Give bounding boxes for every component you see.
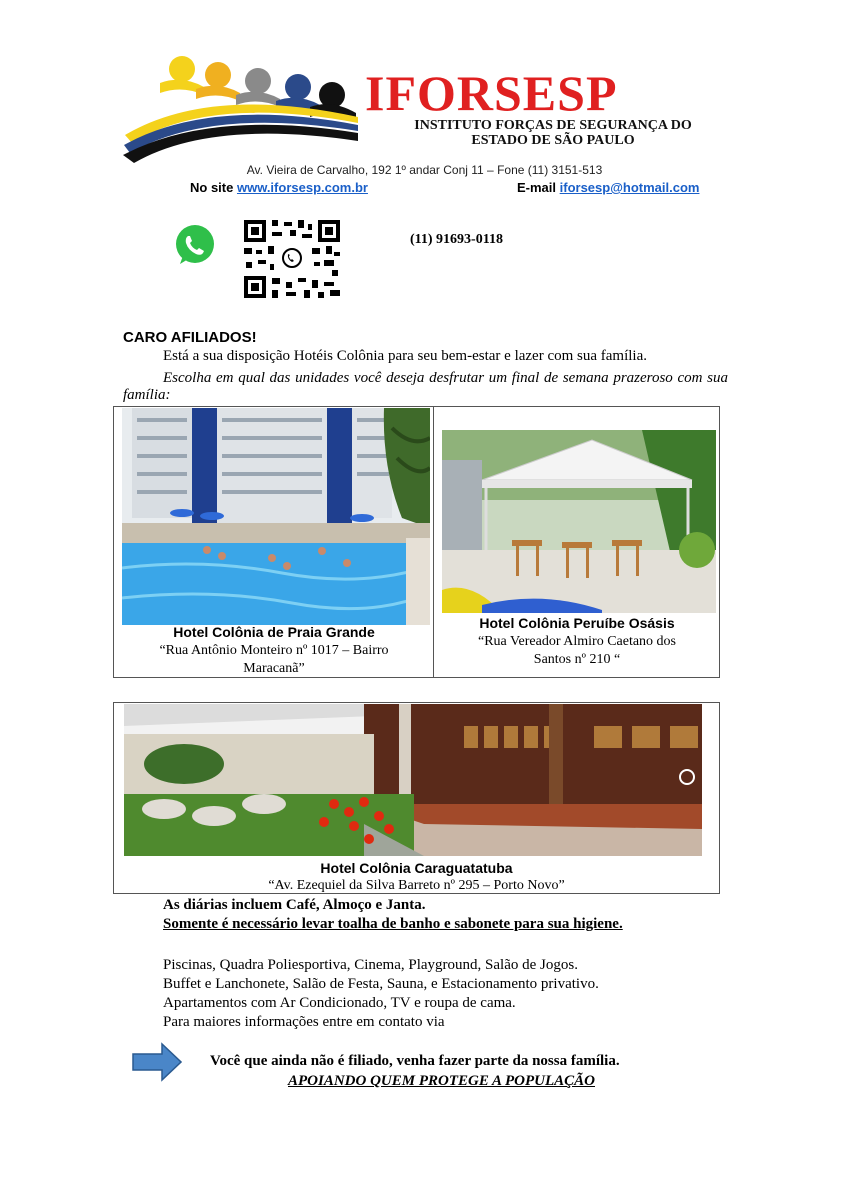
brand-subtitle-line2: ESTADO DE SÃO PAULO <box>471 133 635 148</box>
qr-code-icon <box>242 218 342 300</box>
hotel-praia-grande-name: Hotel Colônia de Praia Grande <box>173 624 375 640</box>
whatsapp-phone: (11) 91693-0118 <box>410 232 503 247</box>
amenity-line: Piscinas, Quadra Poliesportiva, Cinema, Playground, Salão de Jogos. <box>163 957 578 973</box>
greeting-heading: CARO AFILIADOS! <box>123 329 257 346</box>
includes-meals: As diárias incluem Café, Almoço e Janta. <box>163 897 426 913</box>
hotel-caraguatatuba-address: “Av. Ezequiel da Silva Barreto nº 295 – Porto Novo” <box>268 878 565 893</box>
hotel-praia-grande-photo <box>122 408 430 625</box>
motto: APOIANDO QUEM PROTEGE A POPULAÇÃO <box>288 1073 595 1089</box>
amenity-line: Apartamentos com Ar Condicionado, TV e roupa de cama. <box>163 995 516 1011</box>
hotel-table-divider <box>433 406 434 678</box>
brand-subtitle <box>368 118 738 148</box>
hotel-peruibe-photo <box>442 430 716 613</box>
hotel-peruibe-name: Hotel Colônia Peruíbe Osásis <box>479 615 675 631</box>
site-link[interactable]: www.iforsesp.com.br <box>236 180 368 195</box>
hotel-praia-grande-address <box>118 642 430 678</box>
intro-line1: Está a sua disposição Hotéis Colônia para seu bem-estar e lazer com sua família. <box>163 348 647 364</box>
hotel-peruibe-address-line1: “Rua Vereador Almiro Caetano dos <box>477 634 677 649</box>
header-address: Av. Vieira de Carvalho, 192 1º andar Conj 11 – Fone (11) 3151-513 <box>246 163 603 177</box>
amenity-line: Buffet e Lanchonete, Salão de Festa, Sauna, e Estacionamento privativo. <box>163 976 599 992</box>
site-line <box>190 180 368 195</box>
brand-subtitle-line1: INSTITUTO FORÇAS DE SEGURANÇA DO <box>414 118 692 133</box>
email-label: E-mail <box>517 180 557 195</box>
whatsapp-icon <box>172 222 218 268</box>
hotel-praia-grande-address-line2: Maracanã” <box>243 661 305 676</box>
email-link[interactable]: iforsesp@hotmail.com <box>559 180 700 195</box>
right-arrow-icon <box>132 1042 182 1082</box>
intro-line2: Escolha em qual das unidades você deseja desfrutar um final de semana prazeroso com sua família: <box>123 370 728 403</box>
requirement-note: Somente é necessário levar toalha de banho e sabonete para sua higiene. <box>163 916 623 932</box>
logo-swoosh-art <box>120 55 360 165</box>
hotel-praia-grande-address-line1: “Rua Antônio Monteiro nº 1017 – Bairro <box>159 643 389 658</box>
join-call-to-action: Você que ainda não é filiado, venha fazer parte da nossa família. <box>210 1053 620 1069</box>
hotel-caraguatatuba-name: Hotel Colônia Caraguatatuba <box>320 860 513 876</box>
email-line <box>517 180 699 195</box>
hotel-peruibe-address <box>436 633 718 669</box>
hotel-caraguatatuba-photo <box>124 704 702 856</box>
site-label: No site <box>190 180 234 195</box>
brand-name: IFORSESP <box>365 65 618 121</box>
amenities-list <box>163 956 599 1032</box>
hotel-peruibe-address-line2: Santos nº 210 “ <box>533 652 621 667</box>
amenity-line: Para maiores informações entre em contato via <box>163 1014 445 1030</box>
